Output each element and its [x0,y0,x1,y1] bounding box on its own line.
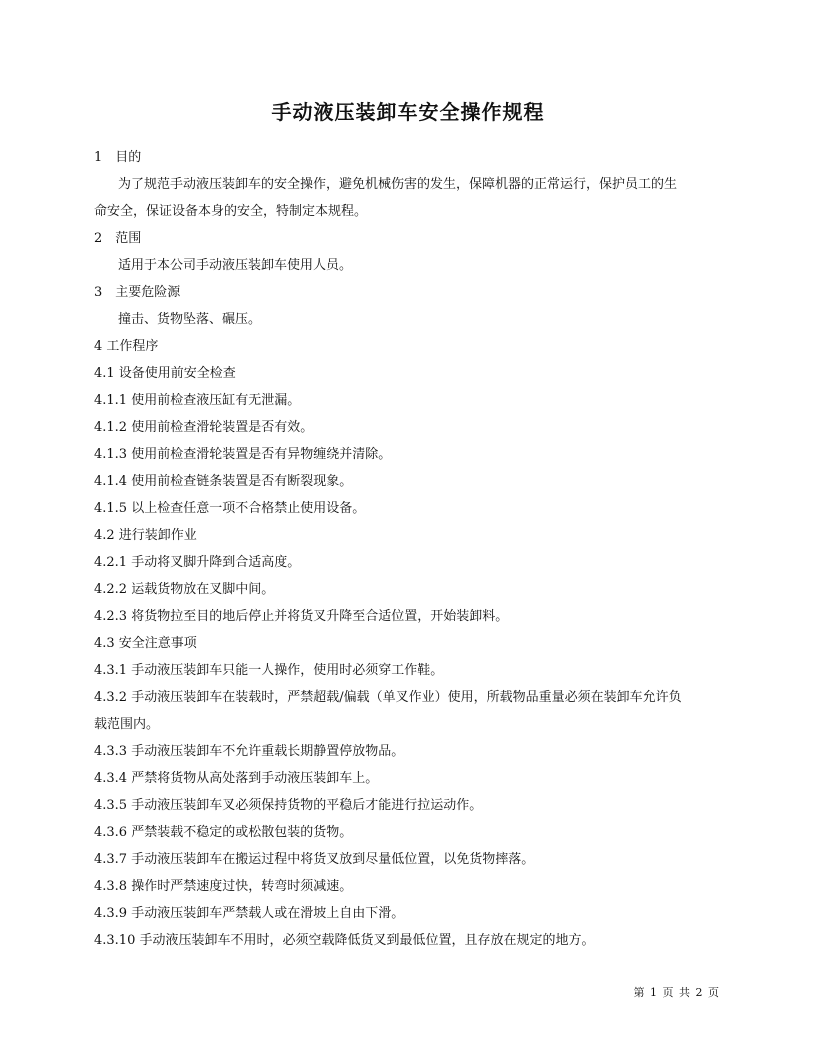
clause-item: 4.3.5 手动液压装卸车叉必须保持货物的平稳后才能进行拉运动作。 [94,798,483,813]
clause-item: 4.1.2 使用前检查滑轮装置是否有效。 [94,420,314,435]
clause-item: 4.1.5 以上检查任意一项不合格禁止使用设备。 [94,501,366,516]
clause-item: 4.3.7 手动液压装卸车在搬运过程中将货叉放到尽量低位置，以免货物摔落。 [94,852,535,867]
section-heading: 2 范围 [94,231,142,246]
clause-item: 4.2.1 手动将叉脚升降到合适高度。 [94,555,301,570]
clause-item: 4.3.1 手动液压装卸车只能一人操作，使用时必须穿工作鞋。 [94,663,444,678]
clause-item: 4.1.1 使用前检查液压缸有无泄漏。 [94,393,301,408]
clause-item: 4.3.9 手动液压装卸车严禁载人或在滑坡上自由下滑。 [94,906,405,921]
section-heading: 1 目的 [94,150,142,165]
clause-item: 4.2.2 运载货物放在叉脚中间。 [94,582,275,597]
paragraph-line: 撞击、货物坠落、碾压。 [118,312,262,327]
clause-item: 4.3.6 严禁装载不稳定的或松散包装的货物。 [94,825,353,840]
clause-item: 4.1.3 使用前检查滑轮装置是否有异物缠绕并清除。 [94,447,392,462]
subsection-heading: 4.1 设备使用前安全检查 [94,366,236,381]
clause-item: 4.3.2 手动液压装卸车在装载时，严禁超载/偏载（单叉作业）使用，所载物品重量必须在装卸车允许负 [94,690,682,705]
section-heading: 4 工作程序 [94,339,159,354]
clause-item: 4.3.10 手动液压装卸车不用时，必须空载降低货叉到最低位置，且存放在规定的地方。 [94,933,595,948]
clause-item: 4.1.4 使用前检查链条装置是否有断裂现象。 [94,474,353,489]
clause-item: 4.2.3 将货物拉至目的地后停止并将货叉升降至合适位置，开始装卸料。 [94,609,509,624]
clause-item: 4.3.4 严禁将货物从高处落到手动液压装卸车上。 [94,771,379,786]
subsection-heading: 4.3 安全注意事项 [94,636,197,651]
clause-item: 4.3.3 手动液压装卸车不允许重载长期静置停放物品。 [94,744,405,759]
paragraph-line: 为了规范手动液压装卸车的安全操作，避免机械伤害的发生，保障机器的正常运行，保护员工的生 [118,177,678,192]
subsection-heading: 4.2 进行装卸作业 [94,528,197,543]
section-heading: 3 主要危险源 [94,285,181,300]
clause-item-continued: 载范围内。 [94,717,160,732]
document-title: 手动液压装卸车安全操作规程 [271,100,545,124]
page-number-footer: 第 1 页 共 2 页 [633,986,720,999]
paragraph-line: 命安全，保证设备本身的安全，特制定本规程。 [94,204,368,219]
document-body [94,144,726,954]
paragraph-line: 适用于本公司手动液压装卸车使用人员。 [118,258,353,273]
clause-item: 4.3.8 操作时严禁速度过快，转弯时须减速。 [94,879,353,894]
